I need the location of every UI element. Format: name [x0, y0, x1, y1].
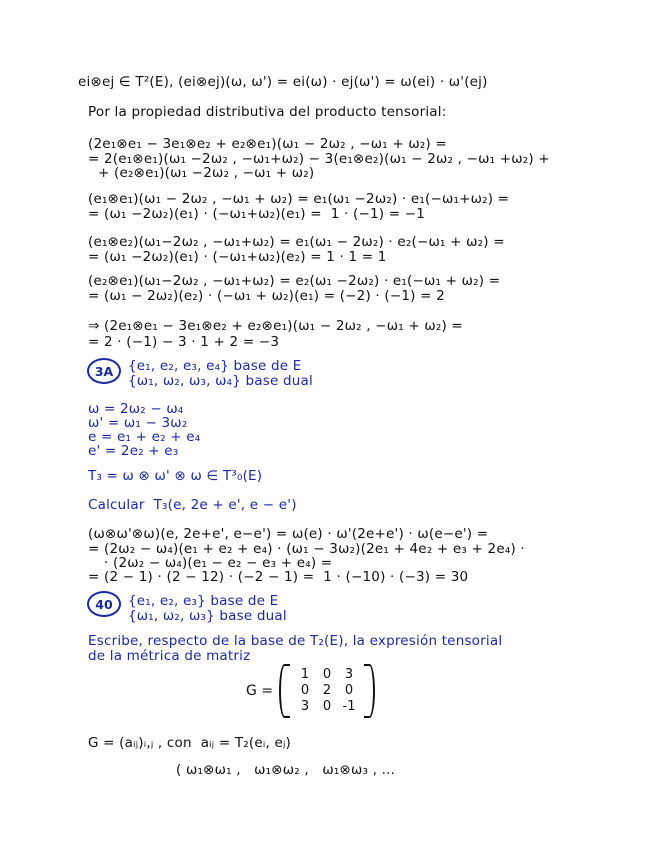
matrix-cell: 0	[322, 699, 332, 714]
calculation-line-2: = (2ω₂ − ω₄)(e₁ + e₂ + e₄) · (ω₁ − 3ω₂)(2e₁ + 4e₂ + e₃ + 2e₄) ·	[88, 541, 525, 557]
matrix-cell: 0	[344, 683, 354, 698]
expression-line-1: (2e₁⊗e₁ − 3e₁⊗e₂ + e₂⊗e₁)(ω₁ − 2ω₂ , −ω₁ + ω₂) =	[88, 136, 447, 152]
matrix-cell: -1	[342, 699, 356, 714]
matrix-coefficients-definition: G = (aᵢⱼ)ᵢ,ⱼ , con aᵢⱼ = T₂(eᵢ, eⱼ)	[88, 735, 291, 751]
term-e1e1-line-2: = (ω₁ −2ω₂)(e₁) · (−ω₁+ω₂)(e₁) = 1 · (−1) = −1	[88, 206, 426, 222]
exercise-statement-line-2: de la métrica de matriz	[88, 648, 251, 664]
tensor-product-definition: ei⊗ej ∈ T²(E), (ei⊗ej)(ω, ω') = ei(ω) · ej(ω') = ω(ei) · ω'(ej)	[78, 74, 488, 90]
term-e2e1-line-2: = (ω₁ − 2ω₂)(e₂) · (−ω₁ + ω₂)(e₁) = (−2) · (−1) = 2	[88, 288, 445, 304]
matrix-cell: 2	[322, 683, 332, 698]
tensor-t3-definition: T₃ = ω ⊗ ω' ⊗ ω ∈ T³₀(E)	[88, 468, 263, 484]
term-e1e2-line-1: (e₁⊗e₂)(ω₁−2ω₂ , −ω₁+ω₂) = e₁(ω₁ − 2ω₂) · e₂(−ω₁ + ω₂) =	[88, 234, 505, 250]
result-line-2: = 2 · (−1) − 3 · 1 + 2 = −3	[88, 334, 280, 350]
matrix-cell: 0	[322, 667, 332, 682]
dual-basis-statement-2: {ω₁, ω₂, ω₃} base dual	[128, 608, 287, 624]
left-parenthesis	[279, 664, 290, 718]
term-e1e2-line-2: = (ω₁ −2ω₂)(e₁) · (−ω₁+ω₂)(e₂) = 1 · 1 = 1	[88, 249, 387, 265]
calculation-line-1: (ω⊗ω'⊗ω)(e, 2e+e', e−e') = ω(e) · ω'(2e+e') · ω(e−e') =	[88, 526, 489, 542]
exercise-statement-line-1: Escribe, respecto de la base de T₂(E), la expresión tensorial	[88, 633, 503, 649]
matrix-label: G =	[246, 683, 274, 699]
dual-basis-statement: {ω₁, ω₂, ω₃, ω₄} base dual	[128, 373, 313, 389]
exercise-badge-3a: 3A	[87, 358, 121, 384]
matrix-cell: 0	[300, 683, 310, 698]
matrix-cell: 3	[344, 667, 354, 682]
basis-statement: {e₁, e₂, e₃, e₄} base de E	[128, 358, 302, 374]
distributive-property-heading: Por la propiedad distributiva del producto tensorial:	[88, 104, 447, 120]
expression-line-3: + (e₂⊗e₁)(ω₁ −2ω₂ , −ω₁ + ω₂)	[98, 165, 315, 181]
tensor-basis-partial: ( ω₁⊗ω₁ , ω₁⊗ω₂ , ω₁⊗ω₃ , ...	[176, 762, 396, 778]
basis-statement-2: {e₁, e₂, e₃} base de E	[128, 593, 279, 609]
term-e2e1-line-1: (e₂⊗e₁)(ω₁−2ω₂ , −ω₁+ω₂) = e₂(ω₁ −2ω₂) · e₁(−ω₁ + ω₂) =	[88, 273, 501, 289]
definition-omega: ω = 2ω₂ − ω₄	[88, 401, 184, 417]
definition-e: e = e₁ + e₂ + e₄	[88, 429, 201, 445]
expression-line-2: = 2(e₁⊗e₁)(ω₁ −2ω₂ , −ω₁+ω₂) − 3(e₁⊗e₂)(ω₁ − 2ω₂ , −ω₁ +ω₂) +	[88, 151, 550, 167]
result-line-1: ⇒ (2e₁⊗e₁ − 3e₁⊗e₂ + e₂⊗e₁)(ω₁ − 2ω₂ , −ω₁ + ω₂) =	[88, 318, 463, 334]
metric-matrix	[246, 664, 375, 718]
exercise-badge-40: 40	[87, 591, 121, 617]
matrix-cell: 1	[300, 667, 310, 682]
calculate-statement: Calcular T₃(e, 2e + e', e − e')	[88, 497, 297, 513]
matrix-grid	[294, 667, 360, 715]
right-parenthesis	[364, 664, 375, 718]
matrix-cell: 3	[300, 699, 310, 714]
calculation-line-3: · (2ω₂ − ω₄)(e₁ − e₂ − e₃ + e₄) =	[104, 555, 333, 571]
definition-omega-prime: ω' = ω₁ − 3ω₂	[88, 415, 188, 431]
calculation-line-4: = (2 − 1) · (2 − 12) · (−2 − 1) = 1 · (−10) · (−3) = 30	[88, 569, 469, 585]
term-e1e1-line-1: (e₁⊗e₁)(ω₁ − 2ω₂ , −ω₁ + ω₂) = e₁(ω₁ −2ω₂) · e₁(−ω₁+ω₂) =	[88, 191, 510, 207]
definition-e-prime: e' = 2e₂ + e₃	[88, 443, 179, 459]
